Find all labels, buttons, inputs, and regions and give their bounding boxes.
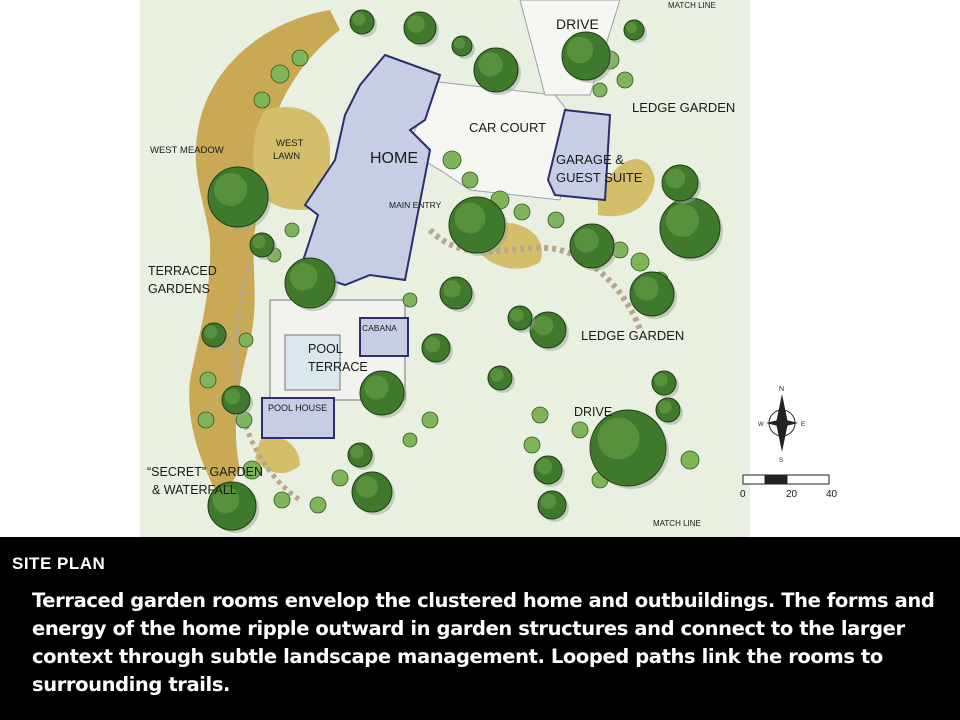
shrub [198,412,214,428]
shrub [285,223,299,237]
label-secret-garden-1: “SECRET” GARDEN [147,465,263,479]
shrub [200,372,216,388]
shrub [310,497,326,513]
label-west-lawn-1: WEST [276,138,304,149]
shrub [524,437,540,453]
compass-s: S [779,458,784,464]
shrub [514,204,530,220]
shrub [462,172,478,188]
label-terraced-1: TERRACED [148,264,217,278]
shrub [422,412,438,428]
label-drive-south: DRIVE [574,405,613,419]
label-garage-1: GARAGE & [556,152,624,167]
shrub [548,212,564,228]
shrub [239,333,253,347]
label-ledge-garden-ne: LEDGE GARDEN [632,100,736,115]
scale-tick-40: 40 [826,489,838,500]
caption-panel [0,537,960,720]
shrub [532,407,548,423]
label-secret-garden-2: & WATERFALL [152,483,237,497]
label-car-court: CAR COURT [469,120,547,135]
label-ledge-garden-e: LEDGE GARDEN [581,328,685,343]
scale-tick-20: 20 [786,489,798,500]
shrub [681,451,699,469]
label-main-entry: MAIN ENTRY [389,200,442,210]
compass-n: N [779,386,785,393]
shrub [292,50,308,66]
shrub [593,83,607,97]
shrub [254,92,270,108]
compass-w: W [758,422,764,428]
label-drive-north: DRIVE [556,16,599,32]
label-home: HOME [370,150,418,167]
shrub [443,151,461,169]
label-match-line-top: MATCH LINE [668,1,716,10]
scale-tick-0: 0 [740,489,746,500]
compass-e: E [801,422,806,428]
label-pool-terrace-2: TERRACE [308,360,368,374]
caption-title: SITE PLAN [12,554,106,573]
label-cabana: CABANA [362,323,397,333]
shrub [631,253,649,271]
shrub [403,293,417,307]
shrub [617,72,633,88]
shrub [403,433,417,447]
label-pool-house: POOL HOUSE [268,403,328,413]
caption-body: Terraced garden rooms envelop the clustered home and outbuildings. The forms and energy of the home ripple outward in garden structures and connect to the larger context through subtle landscape management. Looped paths link the rooms to surrounding trails. [32,589,935,696]
label-west-lawn-2: LAWN [273,151,301,162]
shrub [572,422,588,438]
shrub [332,470,348,486]
label-garage-2: GUEST SUITE [556,170,643,185]
shrub [271,65,289,83]
label-pool-terrace-1: POOL [308,342,343,356]
shrub [274,492,290,508]
label-west-meadow: WEST MEADOW [150,145,224,156]
label-match-line-bottom: MATCH LINE [653,519,701,528]
label-terraced-2: GARDENS [148,282,210,296]
